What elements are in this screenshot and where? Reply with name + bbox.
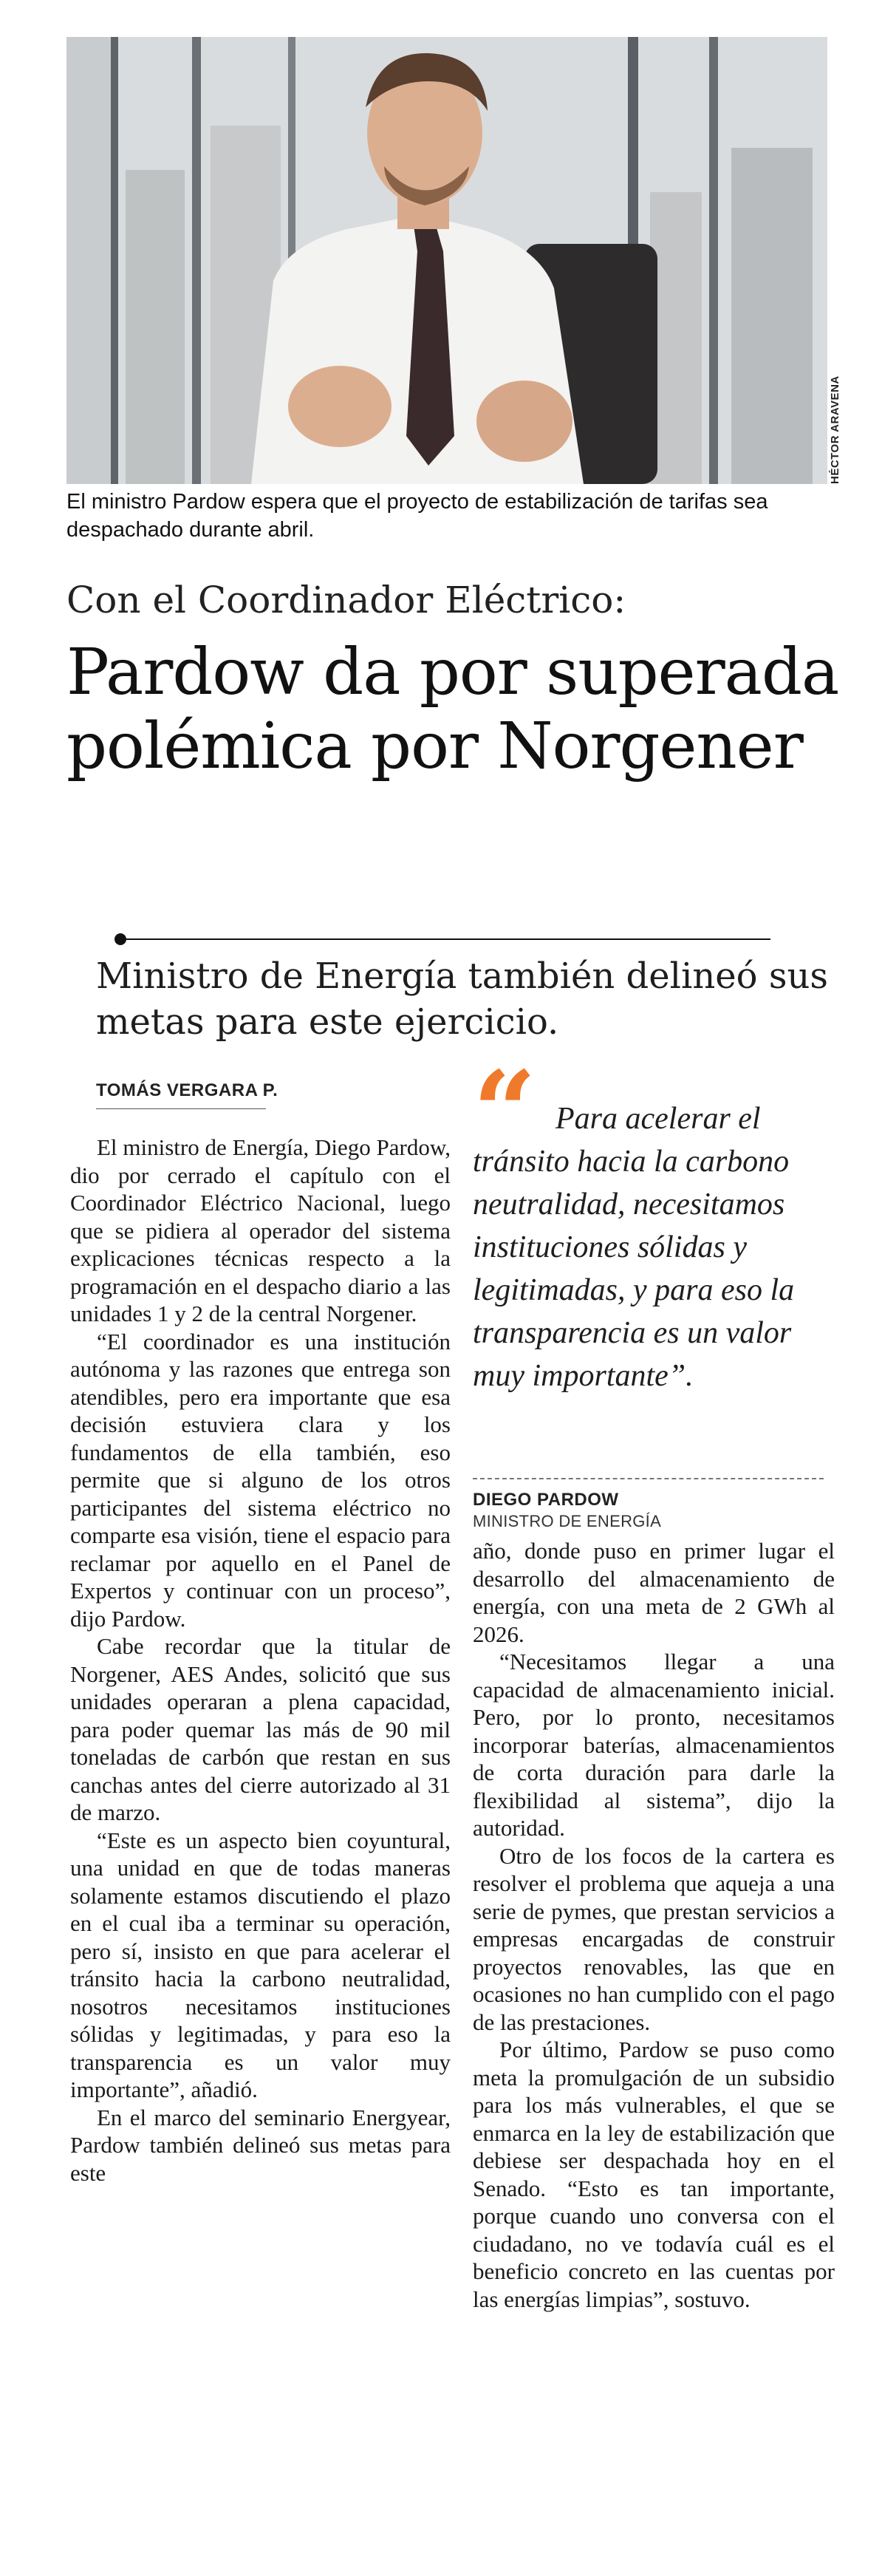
body-paragraph-continued: año, donde puso en primer lugar el desarrollo del almacenamiento de energía, con una meta de 2 GWh al 2026. xyxy=(473,1538,835,1647)
quote-mark-icon: “ xyxy=(473,1047,537,1177)
byline-rule xyxy=(96,1108,266,1109)
pull-quote-rule xyxy=(473,1478,824,1479)
body-paragraph: Cabe recordar que la titular de Norgener, AES Andes, solicitó que sus unidades operaran a plena capacidad, para poder quemar las más de 90 mil toneladas de carbón que restan en sus canchas antes del cierre autorizado al 31 de marzo. xyxy=(70,1633,451,1825)
body-paragraph: “Necesitamos llegar a una capacidad de almacenamiento inicial. Pero, por lo pronto, necesitamos incorporar baterías, almacenamientos de corta duración para darle la flexibilidad al sistema”, dijo la autoridad. xyxy=(473,1649,835,1841)
body-paragraph: Por último, Pardow se puso como meta la promulgación de un subsidio para los más vulnerables, el que se enmarca en la ley de estabilización que debiese ser despachada hoy en el Senado. “Esto es tan importante, porque cuando uno conversa con el ciudadano, no ve todavía cuál es el beneficio concreto en las cuentas por las energías limpias”, sostuvo. xyxy=(473,2037,835,2312)
pull-quote-text: Para acelerar el tránsito hacia la carbono neutralidad, necesitamos instituciones sólidas y legitimadas, y para eso la transparencia es un valor muy importante”. xyxy=(473,1102,795,1393)
article-headline: Pardow da por superada polémica por Norgener xyxy=(66,636,839,783)
photo-caption: El ministro Pardow espera que el proyecto de estabilización de tarifas sea despachado durante abril. xyxy=(66,490,768,542)
article-byline: TOMÁS VERGARA P. xyxy=(96,1080,278,1100)
pull-quote-name: DIEGO PARDOW xyxy=(473,1490,619,1510)
body-paragraph: Otro de los focos de la cartera es resolver el problema que aqueja a una serie de pymes, que prestan servicios a empresas encargadas de construir proyectos renovables, las que en ocasiones no han cumplido con el pago de las prestaciones. xyxy=(473,1842,835,2035)
article-kicker: Con el Coordinador Eléctrico: xyxy=(66,579,626,621)
article-photo xyxy=(66,37,827,484)
article-subhead: Ministro de Energía también delineó sus metas para este ejercicio. xyxy=(96,955,829,1043)
pull-quote-role: MINISTRO DE ENERGÍA xyxy=(473,1512,662,1530)
body-paragraph: En el marco del seminario Energyear, Pardow también delineó sus metas para este xyxy=(70,2104,451,2186)
photo-illustration xyxy=(66,37,827,484)
headline-rule xyxy=(120,938,770,940)
body-paragraph: El ministro de Energía, Diego Pardow, dio por cerrado el capítulo con el Coordinador Eléctrico Nacional, luego que se pidiera al operador del sistema explicaciones técnicas respecto a la programación en el despacho diario a las unidades 1 y 2 de la central Norgener. xyxy=(70,1134,451,1326)
photo-credit: HÉCTOR ARAVENA xyxy=(829,375,841,484)
body-paragraph: “El coordinador es una institución autónoma y las razones que entrega son atendibles, pero era importante que esa decisión estuviera clara y los fundamentos de ella también, eso permite que si alguno de los otros participantes del sistema eléctrico no comparte esa visión, tiene el espacio para reclamar por aquello en el Panel de Expertos y continuar con un proceso”, dijo Pardow. xyxy=(70,1328,451,1632)
body-column-right xyxy=(473,1537,835,2313)
body-column-left xyxy=(70,1134,451,2187)
body-paragraph: “Este es un aspecto bien coyuntural, una unidad en que de todas maneras solamente estamos discutiendo el plazo en el cual iba a terminar su operación, pero sí, insisto en que para acelerar el tránsito hacia la carbono neutralidad, nosotros necesitamos instituciones sólidas y legitimadas, y para eso la transparencia es un valor muy importante”, añadió. xyxy=(70,1827,451,2102)
